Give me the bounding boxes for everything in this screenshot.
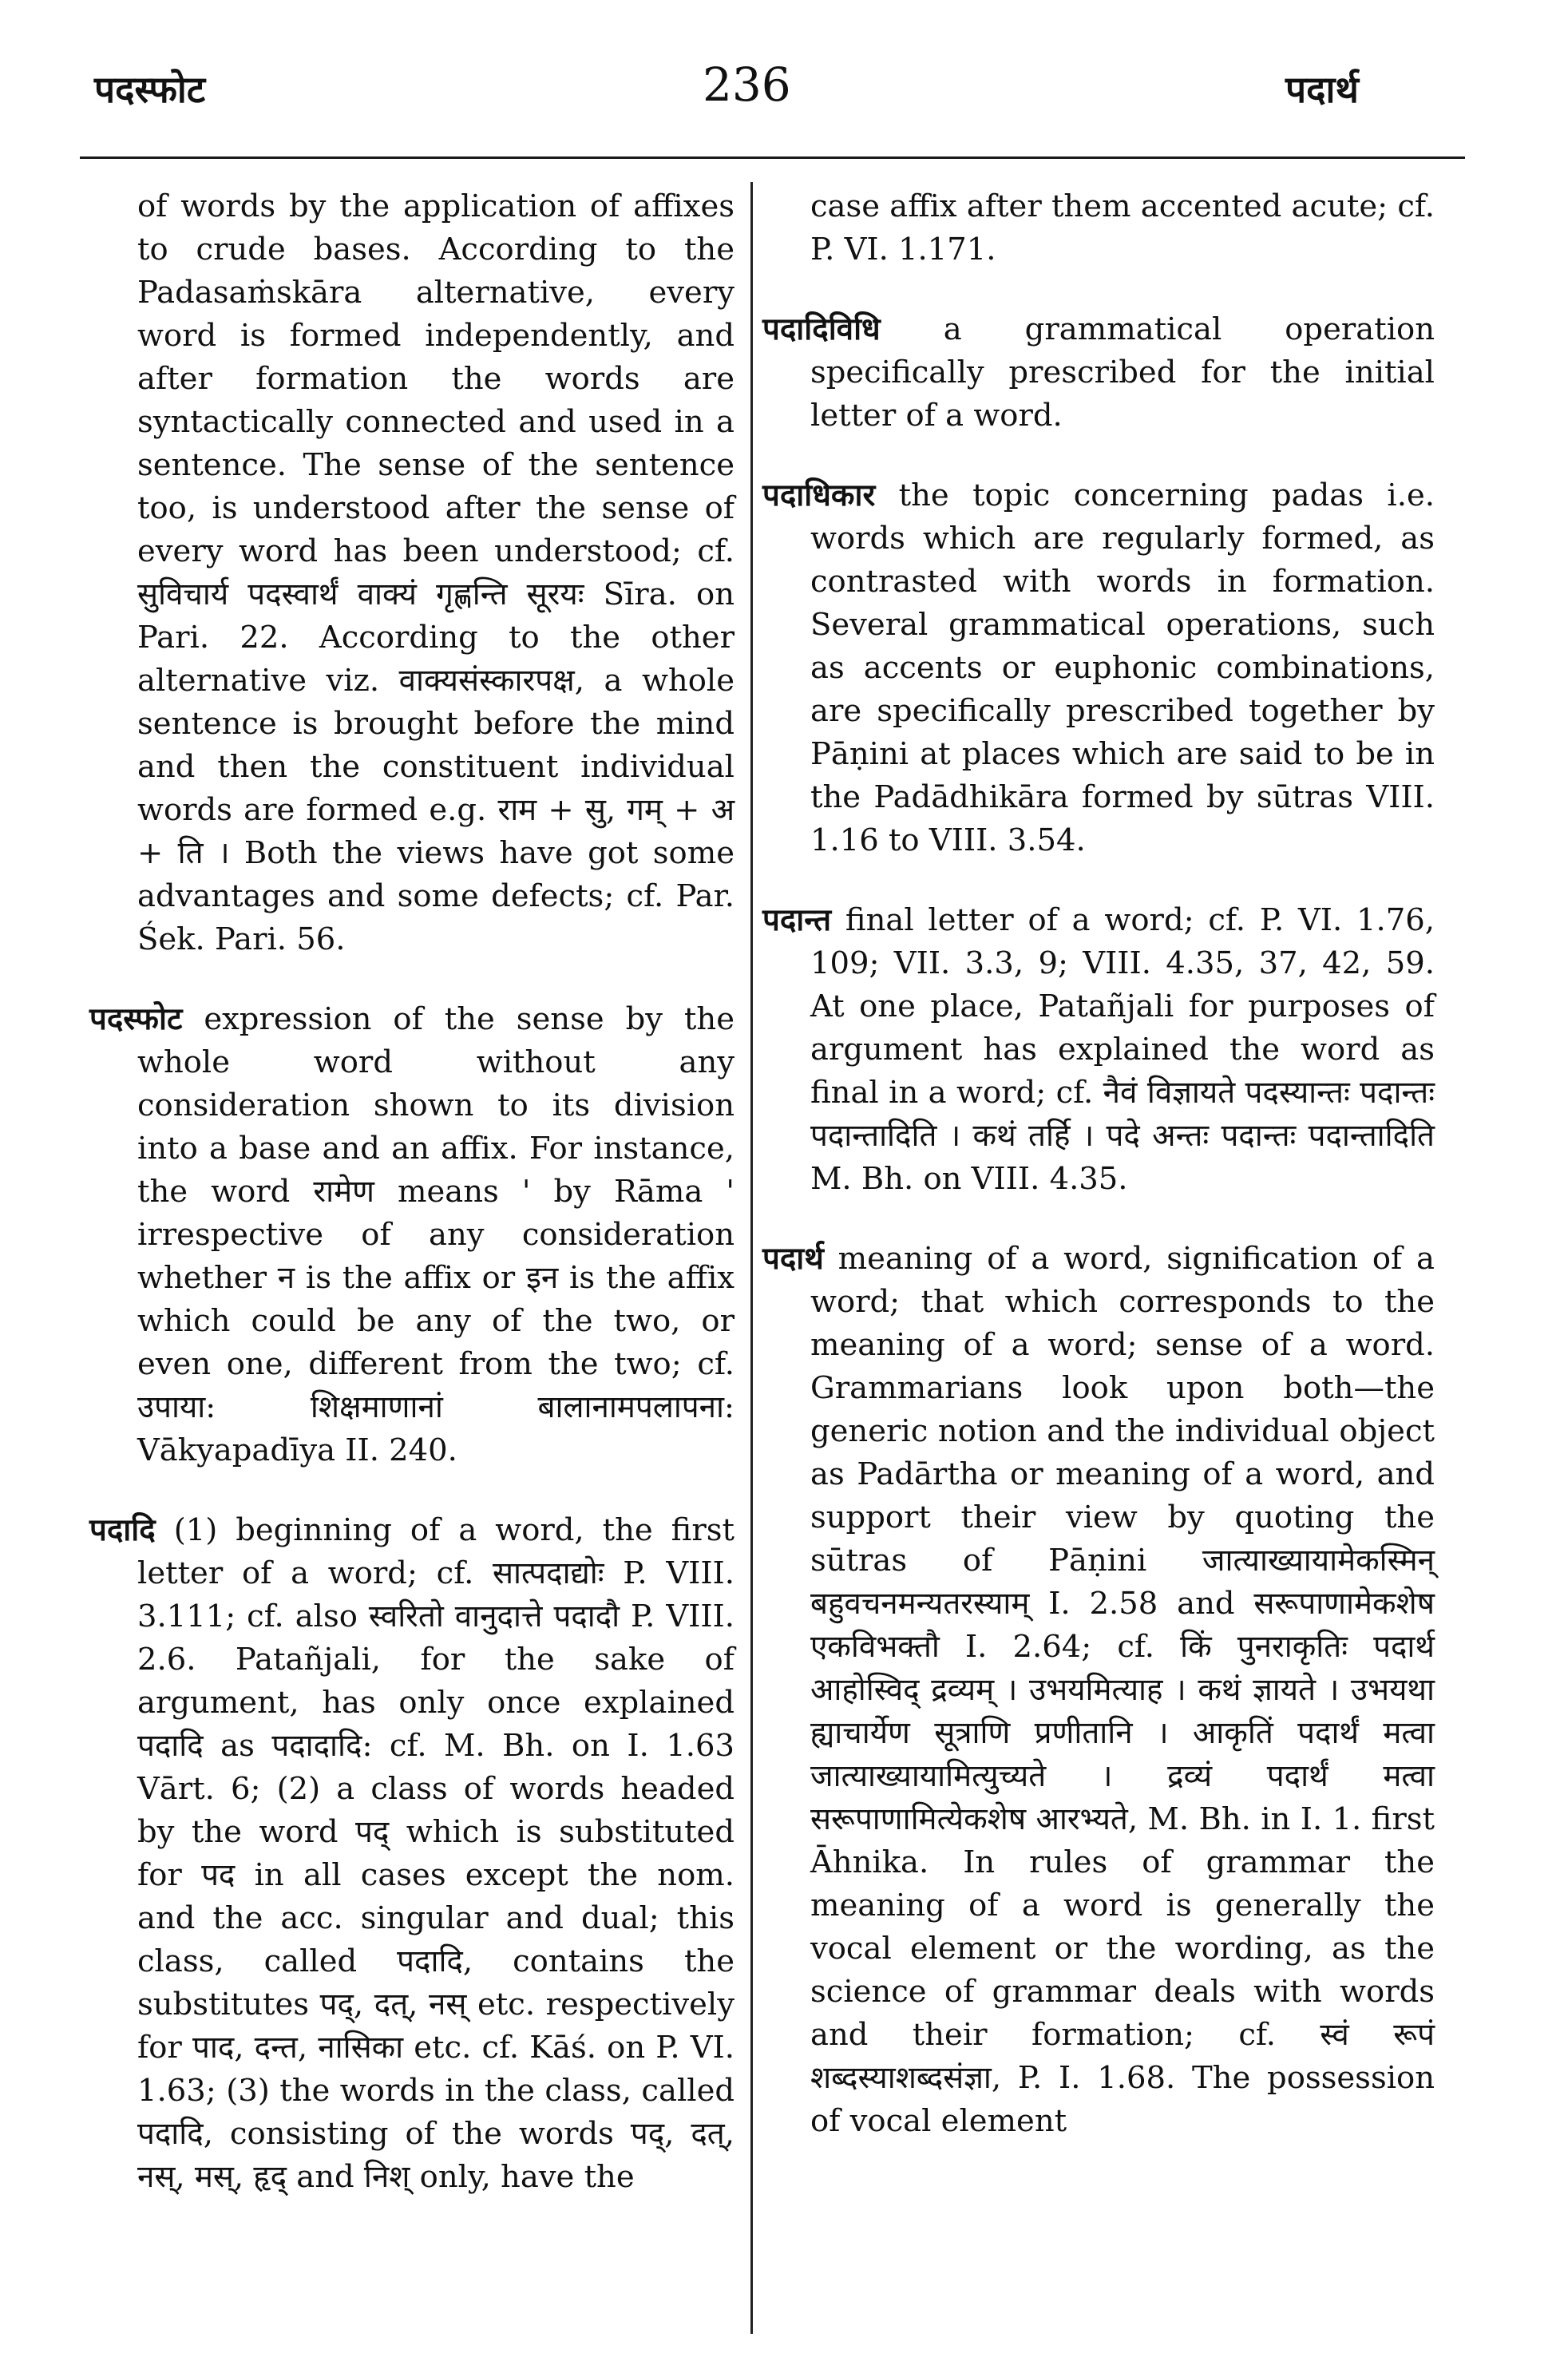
entry-text: (1) beginning of a word, the first letter of a word; cf. सात्पदाद्योः P. VIII. 3.111; cf. also स्वरितो वानुदात्ते पदादौ P. VIII. 2.6. Patañjali, for the sake of argument, has only once explained पदादि as पदादादि: cf. M. Bh. on I. 1.63 Vārt. 6; (2) a class of words headed by the word पद् which is substituted for पद in all cases except the nom. and the acc. singular and dual; this class, called पदादि, contains the substitutes पद्, दत्, नस् etc. respectively for पाद, दन्त, नासिका etc. cf. Kāś. on P. VI. 1.63; (3) the words in the class, called पदादि, consisting of the words पद्, दत्, नस्, मस्, हृद् and निश् only, have the: [137, 1512, 735, 2195]
entry-padadi: [89, 1509, 735, 2199]
running-head-left: पदस्फोट: [94, 68, 206, 111]
entry-padadividhi: [762, 308, 1435, 438]
entry-text: case affix after them accented acute; cf. P. VI. 1.171.: [810, 188, 1435, 267]
entry-text: final letter of a word; cf. P. VI. 1.76, 109; VII. 3.3, 9; VIII. 4.35, 37, 42, 59. At one place, Patañjali for purposes of argument has explained the word as final in a word; cf. नैवं विज्ञायते पदस्यान्तः पदान्तः पदान्तादिति । कथं तर्हि । पदे अन्तः पदान्तः पदान्तादिति M. Bh. on VIII. 4.35.: [810, 902, 1435, 1197]
header-rule: [80, 156, 1465, 159]
page-number: 236: [703, 57, 791, 112]
entry-text: meaning of a word, signification of a word; that which corresponds to the meaning of a word; sense of a word. Grammarians look upon both—the generic notion and the individual object as Padārtha or meaning of a word, and support their view by quoting the sūtras of Pāṇini जात्याख्यायामेकस्मिन् बहुवचनमन्यतरस्याम् I. 2.58 and सरूपाणामेकशेष एकविभक्तौ I. 2.64; cf. किं पुनराकृतिः पदार्थ आहोस्विद् द्रव्यम् । उभयमित्याह । कथं ज्ञायते । उभयथा ह्याचार्येण सूत्राणि प्रणीतानि । आकृतिं पदार्थं मत्वा जात्याख्यायामित्युच्यते । द्रव्यं पदार्थं मत्वा सरूपाणामित्येकशेष आरभ्यते, M. Bh. in I. 1. first Āhnika. In rules of grammar the meaning of a word is generally the vocal element or the wording, as the science of grammar deals with words and their formation; cf. स्वं रूपं शब्दस्याशब्दसंज्ञा, P. I. 1.68. The possession of vocal element: [810, 1241, 1435, 2139]
entry-text: expression of the sense by the whole word without any consideration shown to its division into a base and an affix. For instance, the word रामेण means ' by Rāma ' irrespective of any consideration whether न is the affix or इन is the affix which could be any of the two, or even one, different from the two; cf. उपाया: शिक्षमाणानां बालानामपलापना: Vākyapadīya II. 240.: [137, 1001, 735, 1468]
entry-padanta: [762, 899, 1435, 1201]
running-head-right: पदार्थ: [1285, 68, 1359, 111]
column-divider: [750, 182, 753, 2334]
entry-headword: पदार्थ: [762, 1241, 824, 1277]
entry-continuation: [89, 185, 735, 961]
entry-headword: पदादि: [89, 1512, 156, 1548]
entry-headword: पदादिविधि: [762, 311, 881, 347]
left-column: [89, 185, 735, 2236]
entry-padartha: [762, 1238, 1435, 2143]
entry-text: a grammatical operation specifically prescribed for the initial letter of a word.: [810, 311, 1435, 434]
entry-padasphota: [89, 998, 735, 1472]
entry-text: of words by the application of affixes to crude bases. According to the Padasaṁskāra alternative, every word is formed independently, and after formation the words are syntactically connected and used in a sentence. The sense of the sentence too, is understood after the sense of every word has been understood; cf. सुविचार्य पदस्वार्थं वाक्यं गृह्णन्ति सूरयः Sīra. on Pari. 22. According to the other alternative viz. वाक्यसंस्कारपक्ष, a whole sentence is brought before the mind and then the constituent individual words are formed e.g. राम + सु, गम् + अ + ति । Both the views have got some advantages and some defects; cf. Par. Śek. Pari. 56.: [137, 188, 735, 957]
entry-text: the topic concerning padas i.e. words which are regularly formed, as contrasted with words in formation. Several grammatical operations, such as accents or euphonic combinations, are specifically prescribed together by Pāṇini at places which are said to be in the Padādhikāra formed by sūtras VIII. 1.16 to VIII. 3.54.: [810, 477, 1435, 858]
entry-headword: पदाधिकार: [762, 477, 876, 513]
entry-headword: पदस्फोट: [89, 1001, 183, 1037]
entry-continuation: [762, 185, 1435, 271]
right-column: [762, 185, 1435, 2180]
entry-padadhikara: [762, 474, 1435, 862]
entry-headword: पदान्त: [762, 902, 832, 938]
